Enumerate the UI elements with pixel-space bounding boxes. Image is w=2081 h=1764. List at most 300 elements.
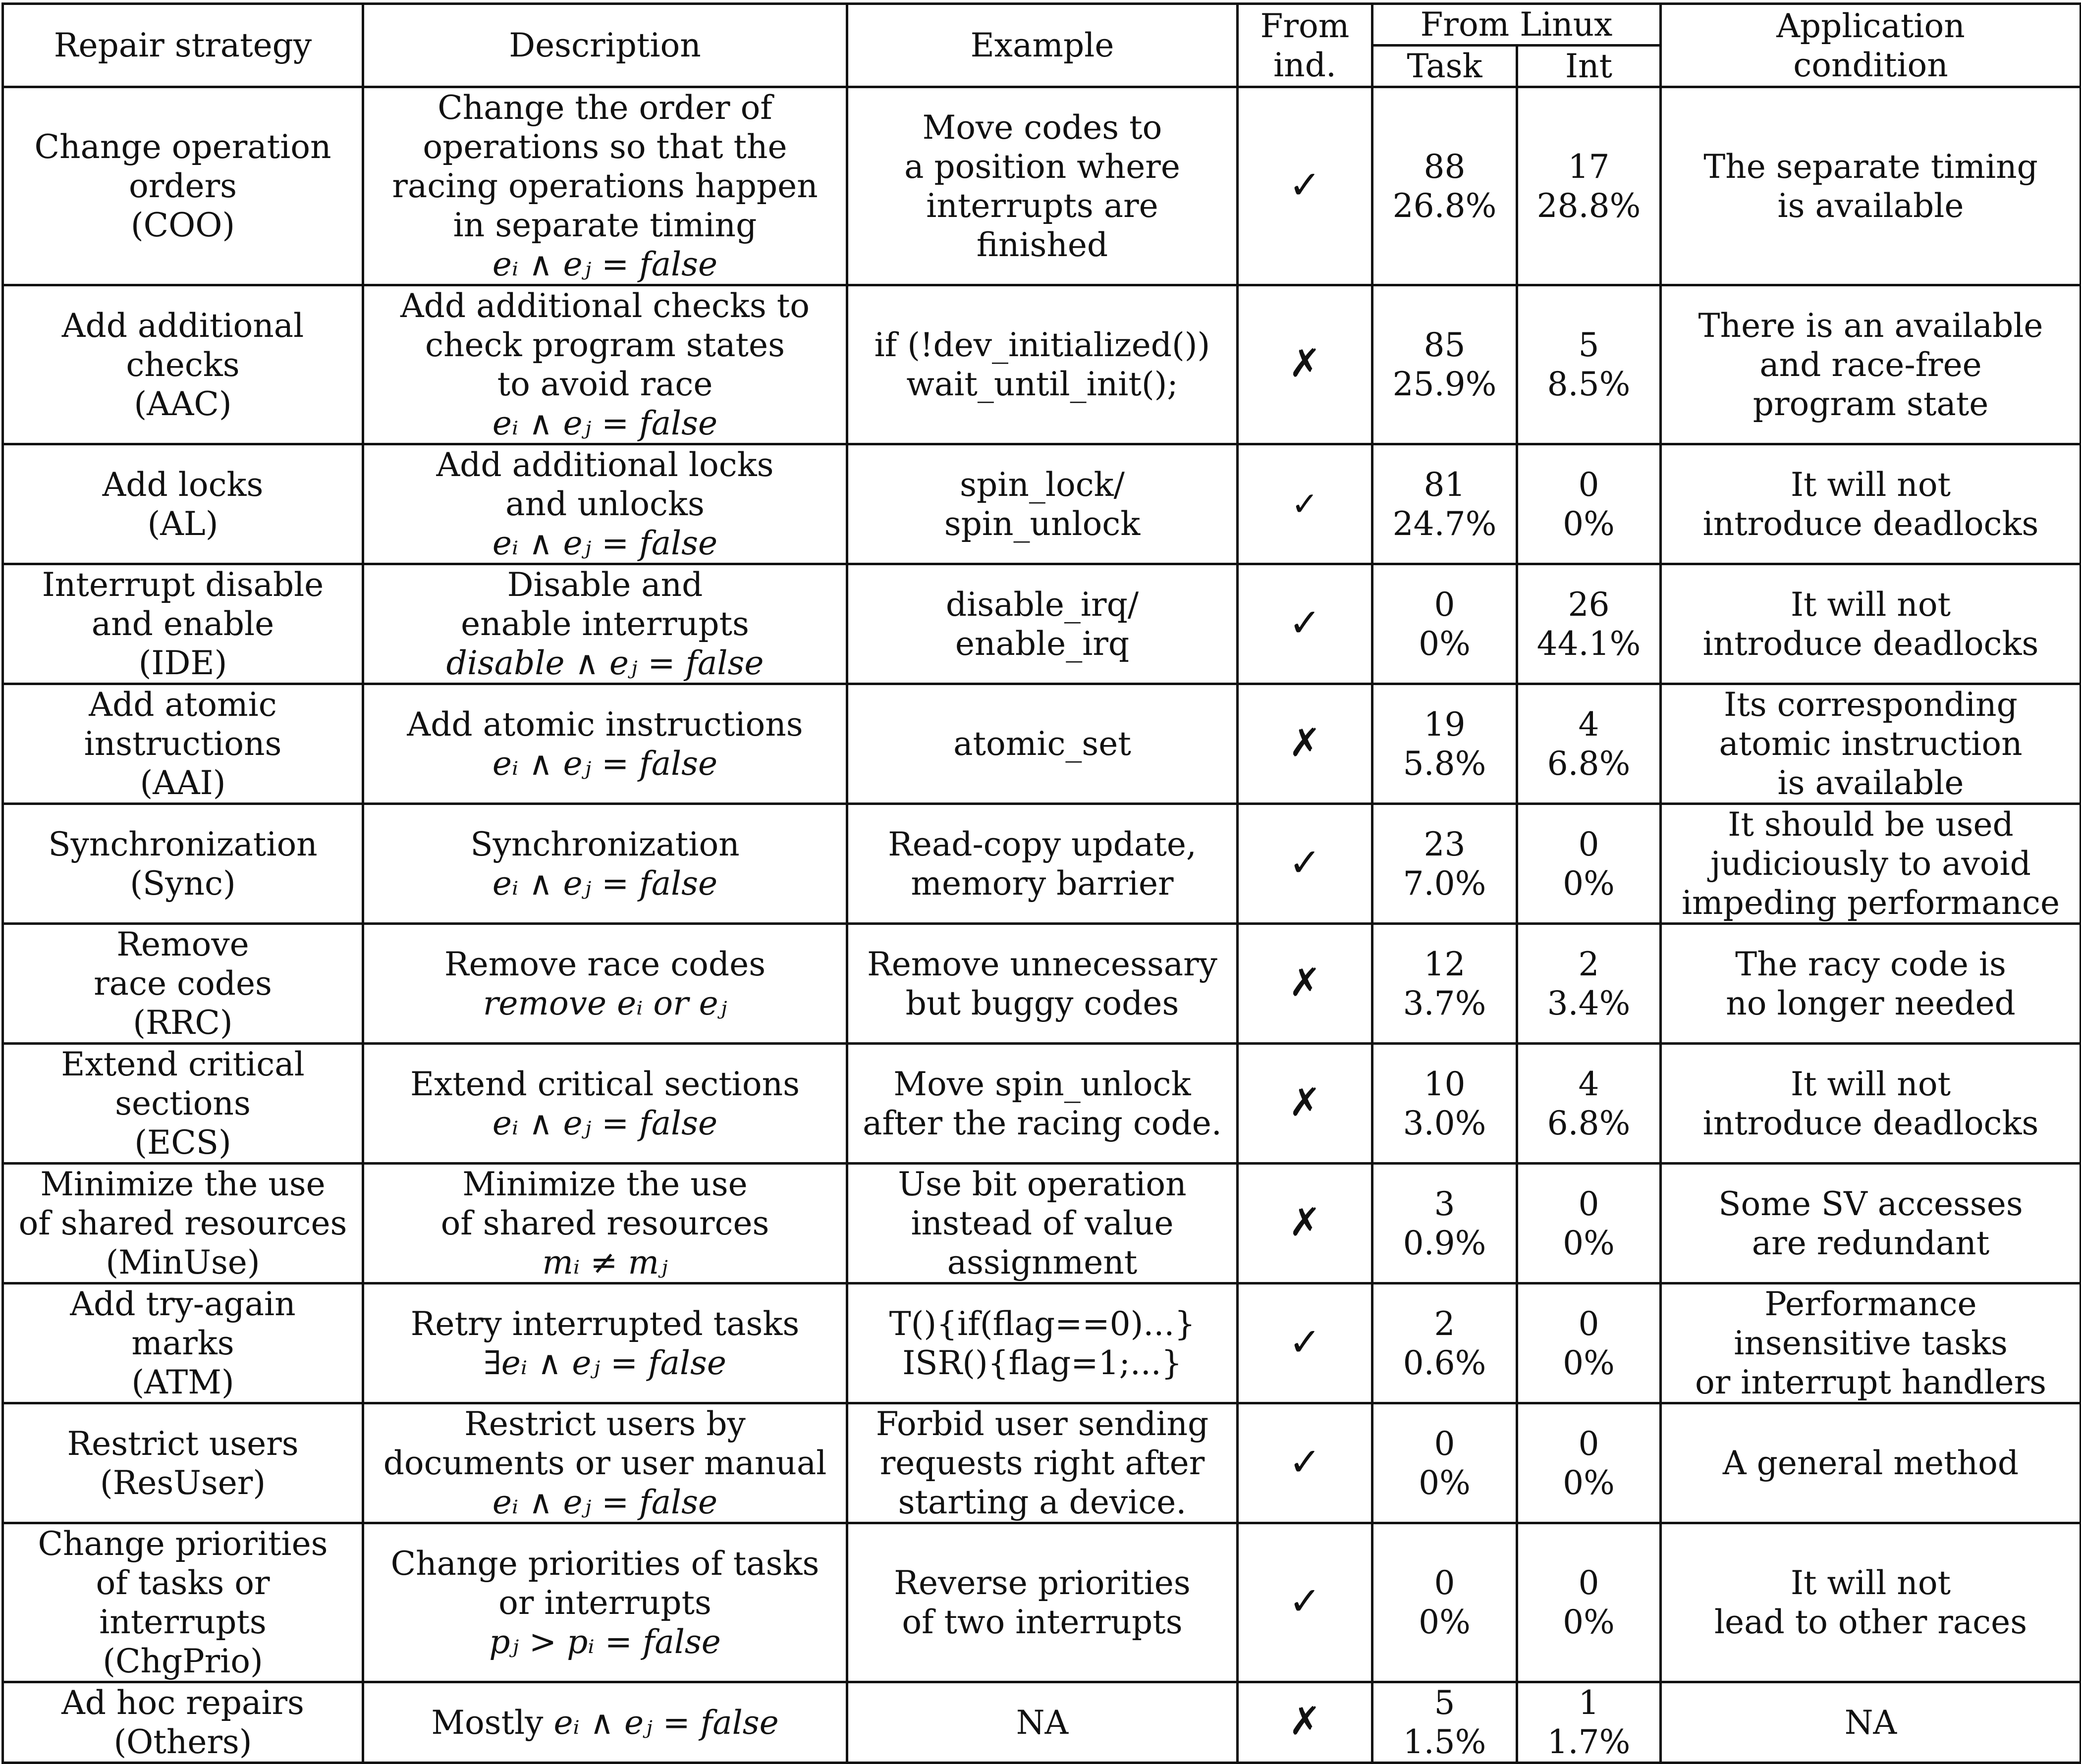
strategy-cell: [3, 87, 363, 285]
task-cell: [1372, 804, 1517, 924]
table-row: [3, 1044, 2081, 1164]
task-line: 7.0%: [1403, 864, 1486, 903]
strategy-line: (ATM): [131, 1363, 234, 1401]
description-line: Remove race codes: [444, 945, 766, 983]
description-cell: [363, 1523, 847, 1682]
strategy-cell: [3, 1523, 363, 1682]
example-line: T(){if(flag==0)...}: [889, 1304, 1196, 1343]
formula: pⱼ > pᵢ = false: [489, 1622, 721, 1661]
formula: eᵢ ∧ eⱼ = false: [553, 1703, 779, 1742]
condition-cell: [1661, 684, 2081, 804]
condition-line: It will not: [1790, 1065, 1951, 1103]
int-cell: [1517, 684, 1661, 804]
strategy-line: (COO): [130, 206, 235, 244]
int-cell: [1517, 924, 1661, 1044]
example-cell: [847, 1283, 1238, 1403]
header-from-ind: From ind.: [1238, 4, 1372, 87]
description-line: operations so that the: [423, 128, 787, 166]
int-line: 3.4%: [1547, 984, 1631, 1022]
int-line: 4: [1578, 705, 1599, 744]
task-cell: [1372, 444, 1517, 564]
condition-line: judiciously to avoid: [1710, 845, 2031, 883]
strategy-line: Ad hoc repairs: [61, 1684, 304, 1722]
int-cell: [1517, 1164, 1661, 1283]
header-strategy: Repair strategy: [3, 4, 363, 87]
example-line: if (!dev_initialized()): [874, 326, 1210, 364]
condition-line: impeding performance: [1681, 884, 2060, 922]
strategy-line: sections: [115, 1084, 251, 1123]
int-cell: [1517, 1403, 1661, 1523]
condition-cell: [1661, 444, 2081, 564]
formula: disable ∧ eⱼ = false: [446, 644, 764, 682]
condition-cell: [1661, 924, 2081, 1044]
condition-line: and race-free: [1759, 345, 1982, 384]
int-line: 8.5%: [1547, 365, 1631, 403]
strategy-line: (AL): [147, 504, 219, 543]
formula: eᵢ ∧ eⱼ = false: [492, 404, 718, 442]
example-line: Forbid user sending: [876, 1405, 1209, 1443]
from-ind-cell: [1238, 924, 1372, 1044]
condition-cell: [1661, 87, 2081, 285]
condition-line: or interrupt handlers: [1695, 1363, 2047, 1401]
task-line: 0: [1434, 1564, 1455, 1602]
description-line: Disable and: [507, 566, 703, 604]
condition-line: It should be used: [1728, 805, 2014, 844]
task-line: 26.8%: [1392, 186, 1497, 225]
cross-mark-icon: ✗: [1288, 341, 1321, 386]
strategy-line: Change priorities: [38, 1525, 328, 1563]
int-line: 17: [1568, 147, 1610, 186]
strategy-line: race codes: [94, 964, 272, 1003]
condition-line: is available: [1777, 186, 1964, 225]
condition-line: It will not: [1790, 585, 1951, 624]
description-line: to avoid race: [497, 365, 713, 403]
int-line: 6.8%: [1547, 1104, 1631, 1142]
int-line: 0: [1578, 1184, 1599, 1223]
int-line: 1: [1578, 1684, 1599, 1722]
strategy-line: (IDE): [138, 644, 227, 682]
strategy-line: orders: [128, 167, 237, 205]
task-line: 23: [1424, 825, 1466, 863]
task-line: 2: [1434, 1304, 1455, 1343]
from-ind-cell: [1238, 1682, 1372, 1763]
strategy-cell: [3, 285, 363, 444]
description-line: racing operations happen: [392, 167, 818, 205]
task-cell: [1372, 1164, 1517, 1283]
task-line: 3.7%: [1403, 984, 1486, 1022]
condition-cell: [1661, 804, 2081, 924]
description-cell: [363, 444, 847, 564]
condition-line: atomic instruction: [1719, 725, 2023, 763]
int-line: 44.1%: [1536, 624, 1641, 663]
strategy-cell: [3, 444, 363, 564]
task-line: 0.9%: [1403, 1224, 1486, 1262]
example-line: disable_irq/: [945, 585, 1139, 624]
example-line: of two interrupts: [902, 1603, 1183, 1641]
strategy-line: (RRC): [133, 1004, 233, 1042]
header-example: Example: [847, 4, 1238, 87]
description-cell: [363, 1682, 847, 1763]
task-cell: [1372, 1682, 1517, 1763]
int-line: 4: [1578, 1065, 1599, 1103]
example-cell: [847, 1403, 1238, 1523]
strategy-line: (ChgPrio): [103, 1642, 263, 1680]
task-line: 24.7%: [1392, 504, 1497, 543]
condition-cell: [1661, 1044, 2081, 1164]
int-line: 0%: [1563, 864, 1615, 903]
strategy-line: (MinUse): [106, 1243, 260, 1282]
strategy-cell: [3, 1682, 363, 1763]
strategy-line: marks: [131, 1324, 234, 1362]
strategy-line: (ResUser): [100, 1463, 266, 1502]
task-line: 3.0%: [1403, 1104, 1486, 1142]
description-line: Change the order of: [438, 89, 772, 127]
task-line: 25.9%: [1392, 365, 1497, 403]
description-cell: [363, 924, 847, 1044]
description-line: [369, 1703, 841, 1742]
example-line: NA: [1016, 1703, 1069, 1742]
example-line: after the racing code.: [863, 1104, 1222, 1142]
cross-mark-icon: ✗: [1288, 1200, 1321, 1245]
strategy-cell: [3, 924, 363, 1044]
condition-line: A general method: [1722, 1444, 2019, 1482]
from-ind-cell: [1238, 1403, 1372, 1523]
example-line: starting a device.: [898, 1483, 1187, 1521]
int-line: 0: [1578, 465, 1599, 504]
description-line: Add additional checks to: [400, 287, 810, 325]
from-ind-cell: [1238, 1523, 1372, 1682]
description-line: Retry interrupted tasks: [410, 1304, 800, 1343]
condition-cell: [1661, 1682, 2081, 1763]
formula: eᵢ ∧ eⱼ = false: [492, 245, 718, 283]
task-line: 12: [1424, 945, 1466, 983]
table-body: [3, 87, 2081, 1763]
example-line: interrupts are: [926, 186, 1158, 225]
condition-line: The racy code is: [1735, 945, 2006, 983]
description-line: Restrict users by: [464, 1405, 746, 1443]
example-line: wait_until_init();: [906, 365, 1178, 403]
int-cell: [1517, 804, 1661, 924]
example-line: Remove unnecessary: [867, 945, 1217, 983]
header-condition: Application condition: [1661, 4, 2081, 87]
header-from-linux: From Linux: [1372, 4, 1661, 46]
int-cell: [1517, 1682, 1661, 1763]
strategy-line: Interrupt disable: [42, 566, 324, 604]
task-cell: [1372, 1044, 1517, 1164]
condition-line: It will not: [1790, 1564, 1951, 1602]
example-cell: [847, 1523, 1238, 1682]
task-line: 0%: [1419, 1463, 1471, 1502]
strategy-line: Add atomic: [89, 686, 277, 724]
task-line: 19: [1424, 705, 1466, 744]
condition-cell: [1661, 1164, 2081, 1283]
example-line: Move codes to: [922, 108, 1162, 147]
formula: eᵢ ∧ eⱼ = false: [492, 864, 718, 903]
repair-strategy-table: [1, 2, 2081, 1764]
strategy-cell: [3, 564, 363, 684]
condition-line: NA: [1844, 1703, 1897, 1742]
condition-line: program state: [1752, 384, 1989, 423]
example-cell: [847, 1044, 1238, 1164]
check-mark-icon: ✓: [1288, 1320, 1321, 1365]
from-ind-cell: [1238, 1044, 1372, 1164]
description-line: in separate timing: [453, 206, 757, 244]
task-cell: [1372, 564, 1517, 684]
int-line: 0%: [1563, 1343, 1615, 1382]
description-cell: [363, 1044, 847, 1164]
cross-mark-icon: ✗: [1288, 960, 1321, 1005]
strategy-line: Extend critical: [61, 1045, 305, 1083]
example-line: atomic_set: [953, 725, 1131, 763]
description-prefix: Mostly: [431, 1703, 554, 1742]
int-cell: [1517, 1044, 1661, 1164]
description-line: Change priorities of tasks: [390, 1544, 820, 1583]
strategy-cell: [3, 1283, 363, 1403]
description-line: check program states: [425, 326, 785, 364]
task-line: 10: [1424, 1065, 1466, 1103]
formula: eᵢ ∧ eⱼ = false: [492, 1104, 718, 1142]
condition-cell: [1661, 564, 2081, 684]
int-line: 0%: [1563, 1463, 1615, 1502]
task-line: 0.6%: [1403, 1343, 1486, 1382]
formula: eᵢ ∧ eⱼ = false: [492, 1483, 718, 1521]
table-row: [3, 285, 2081, 444]
strategy-line: of shared resources: [18, 1204, 347, 1242]
header-description: Description: [363, 4, 847, 87]
strategy-line: (Sync): [130, 864, 236, 903]
strategy-line: (ECS): [134, 1123, 231, 1162]
header-task: Task: [1372, 46, 1517, 87]
strategy-line: Restrict users: [67, 1424, 299, 1463]
description-cell: [363, 1403, 847, 1523]
int-line: 28.8%: [1536, 186, 1641, 225]
example-line: instead of value: [911, 1204, 1174, 1242]
from-ind-cell: [1238, 564, 1372, 684]
example-line: requests right after: [879, 1444, 1205, 1482]
formula: ∃eᵢ ∧ eⱼ = false: [484, 1343, 726, 1382]
condition-line: The separate timing: [1703, 147, 2038, 186]
strategy-line: Change operation: [34, 128, 331, 166]
description-line: Extend critical sections: [410, 1065, 800, 1103]
condition-cell: [1661, 1403, 2081, 1523]
description-cell: [363, 1283, 847, 1403]
example-line: a position where: [904, 147, 1180, 186]
check-mark-icon: ✓: [1288, 162, 1321, 208]
check-mark-icon: ✓: [1288, 1579, 1321, 1624]
example-cell: [847, 684, 1238, 804]
int-cell: [1517, 87, 1661, 285]
condition-line: introduce deadlocks: [1702, 504, 2039, 543]
example-line: memory barrier: [911, 864, 1174, 903]
description-line: Minimize the use: [462, 1165, 748, 1203]
task-line: 1.5%: [1403, 1723, 1486, 1761]
table-row: [3, 1403, 2081, 1523]
task-cell: [1372, 684, 1517, 804]
int-line: 26: [1568, 585, 1610, 624]
description-cell: [363, 804, 847, 924]
task-line: 88: [1424, 147, 1466, 186]
int-line: 0: [1578, 825, 1599, 863]
example-line: ISR(){flag=1;...}: [902, 1343, 1182, 1382]
condition-line: no longer needed: [1726, 984, 2016, 1022]
condition-line: Some SV accesses: [1718, 1184, 2023, 1223]
description-line: of shared resources: [440, 1204, 769, 1242]
task-line: 81: [1424, 465, 1466, 504]
formula: remove eᵢ or eⱼ: [483, 984, 727, 1022]
table-row: [3, 1523, 2081, 1682]
strategy-cell: [3, 684, 363, 804]
condition-cell: [1661, 1523, 2081, 1682]
condition-line: It will not: [1790, 465, 1951, 504]
example-cell: [847, 1682, 1238, 1763]
strategy-line: Remove: [116, 925, 249, 963]
cross-mark-icon: ✗: [1288, 1699, 1321, 1744]
task-line: 0: [1434, 585, 1455, 624]
condition-line: insensitive tasks: [1734, 1324, 2008, 1362]
task-line: 3: [1434, 1184, 1455, 1223]
int-cell: [1517, 564, 1661, 684]
example-cell: [847, 924, 1238, 1044]
from-ind-cell: [1238, 444, 1372, 564]
strategy-line: (AAC): [134, 384, 232, 423]
from-ind-cell: [1238, 87, 1372, 285]
from-ind-cell: [1238, 1283, 1372, 1403]
example-cell: [847, 804, 1238, 924]
int-cell: [1517, 1283, 1661, 1403]
int-cell: [1517, 1523, 1661, 1682]
condition-line: Its corresponding: [1724, 686, 2018, 724]
description-line: Add additional locks: [436, 446, 774, 484]
check-mark-icon: ✓: [1291, 485, 1319, 523]
task-cell: [1372, 1523, 1517, 1682]
description-line: Synchronization: [470, 825, 740, 863]
table-row: [3, 87, 2081, 285]
condition-line: Performance: [1764, 1285, 1977, 1323]
example-cell: [847, 1164, 1238, 1283]
example-line: Reverse priorities: [894, 1564, 1191, 1602]
task-cell: [1372, 1283, 1517, 1403]
description-line: Add atomic instructions: [407, 705, 803, 744]
condition-cell: [1661, 1283, 2081, 1403]
int-line: 0: [1578, 1564, 1599, 1602]
strategy-cell: [3, 1044, 363, 1164]
condition-line: is available: [1777, 764, 1964, 802]
task-line: 0%: [1419, 1603, 1471, 1641]
condition-line: There is an available: [1698, 306, 2043, 345]
formula: mᵢ ≠ mⱼ: [542, 1243, 668, 1282]
example-line: but buggy codes: [905, 984, 1179, 1022]
description-cell: [363, 1164, 847, 1283]
example-line: Read-copy update,: [888, 825, 1197, 863]
task-line: 5: [1434, 1684, 1455, 1722]
table-row: [3, 1164, 2081, 1283]
task-line: 0: [1434, 1424, 1455, 1463]
int-cell: [1517, 285, 1661, 444]
strategy-line: and enable: [91, 605, 274, 643]
int-line: 1.7%: [1547, 1723, 1631, 1761]
description-line: and unlocks: [505, 485, 705, 523]
task-line: 0%: [1419, 624, 1471, 663]
strategy-line: checks: [126, 345, 240, 384]
int-line: 0%: [1563, 1603, 1615, 1641]
table-row: [3, 444, 2081, 564]
int-line: 0%: [1563, 1224, 1615, 1262]
task-line: 5.8%: [1403, 744, 1486, 783]
task-cell: [1372, 87, 1517, 285]
condition-line: lead to other races: [1714, 1603, 2027, 1641]
int-line: 0%: [1563, 504, 1615, 543]
example-cell: [847, 87, 1238, 285]
description-cell: [363, 87, 847, 285]
table-row: [3, 564, 2081, 684]
description-line: enable interrupts: [461, 605, 749, 643]
example-line: spin_unlock: [944, 504, 1141, 543]
strategy-line: Add additional: [61, 306, 304, 345]
strategy-line: Synchronization: [48, 825, 318, 863]
task-cell: [1372, 924, 1517, 1044]
int-line: 0: [1578, 1304, 1599, 1343]
description-line: documents or user manual: [383, 1444, 827, 1482]
strategy-line: of tasks or: [96, 1564, 270, 1602]
table-row: [3, 804, 2081, 924]
formula: eᵢ ∧ eⱼ = false: [492, 524, 718, 562]
table-row: [3, 924, 2081, 1044]
strategy-cell: [3, 804, 363, 924]
int-line: 2: [1578, 945, 1599, 983]
strategy-line: Add locks: [102, 465, 264, 504]
example-line: assignment: [947, 1243, 1138, 1282]
description-cell: [363, 564, 847, 684]
int-line: 5: [1578, 326, 1599, 364]
strategy-cell: [3, 1164, 363, 1283]
check-mark-icon: ✓: [1288, 1440, 1321, 1485]
example-line: enable_irq: [955, 624, 1130, 663]
example-line: spin_lock/: [960, 465, 1125, 504]
check-mark-icon: ✓: [1288, 840, 1321, 885]
example-line: finished: [976, 225, 1108, 264]
table-row: [3, 1682, 2081, 1763]
condition-line: introduce deadlocks: [1702, 1104, 2039, 1142]
condition-line: introduce deadlocks: [1702, 624, 2039, 663]
strategy-line: instructions: [84, 725, 282, 763]
int-line: 0: [1578, 1424, 1599, 1463]
example-line: Use bit operation: [898, 1165, 1187, 1203]
check-mark-icon: ✓: [1288, 600, 1321, 645]
strategy-line: Add try-again: [70, 1285, 296, 1323]
strategy-line: Minimize the use: [40, 1165, 326, 1203]
description-cell: [363, 684, 847, 804]
table-row: [3, 1283, 2081, 1403]
from-ind-cell: [1238, 804, 1372, 924]
example-cell: [847, 564, 1238, 684]
strategy-line: interrupts: [99, 1603, 267, 1641]
task-cell: [1372, 285, 1517, 444]
from-ind-cell: [1238, 1164, 1372, 1283]
int-cell: [1517, 444, 1661, 564]
condition-cell: [1661, 285, 2081, 444]
example-cell: [847, 285, 1238, 444]
header-row-top: [3, 4, 2081, 46]
description-line: or interrupts: [498, 1583, 712, 1622]
from-ind-cell: [1238, 285, 1372, 444]
task-cell: [1372, 1403, 1517, 1523]
example-cell: [847, 444, 1238, 564]
header-int: Int: [1517, 46, 1661, 87]
cross-mark-icon: ✗: [1288, 1080, 1321, 1125]
strategy-line: (Others): [113, 1723, 252, 1761]
strategy-cell: [3, 1403, 363, 1523]
condition-line: are redundant: [1752, 1224, 1990, 1262]
